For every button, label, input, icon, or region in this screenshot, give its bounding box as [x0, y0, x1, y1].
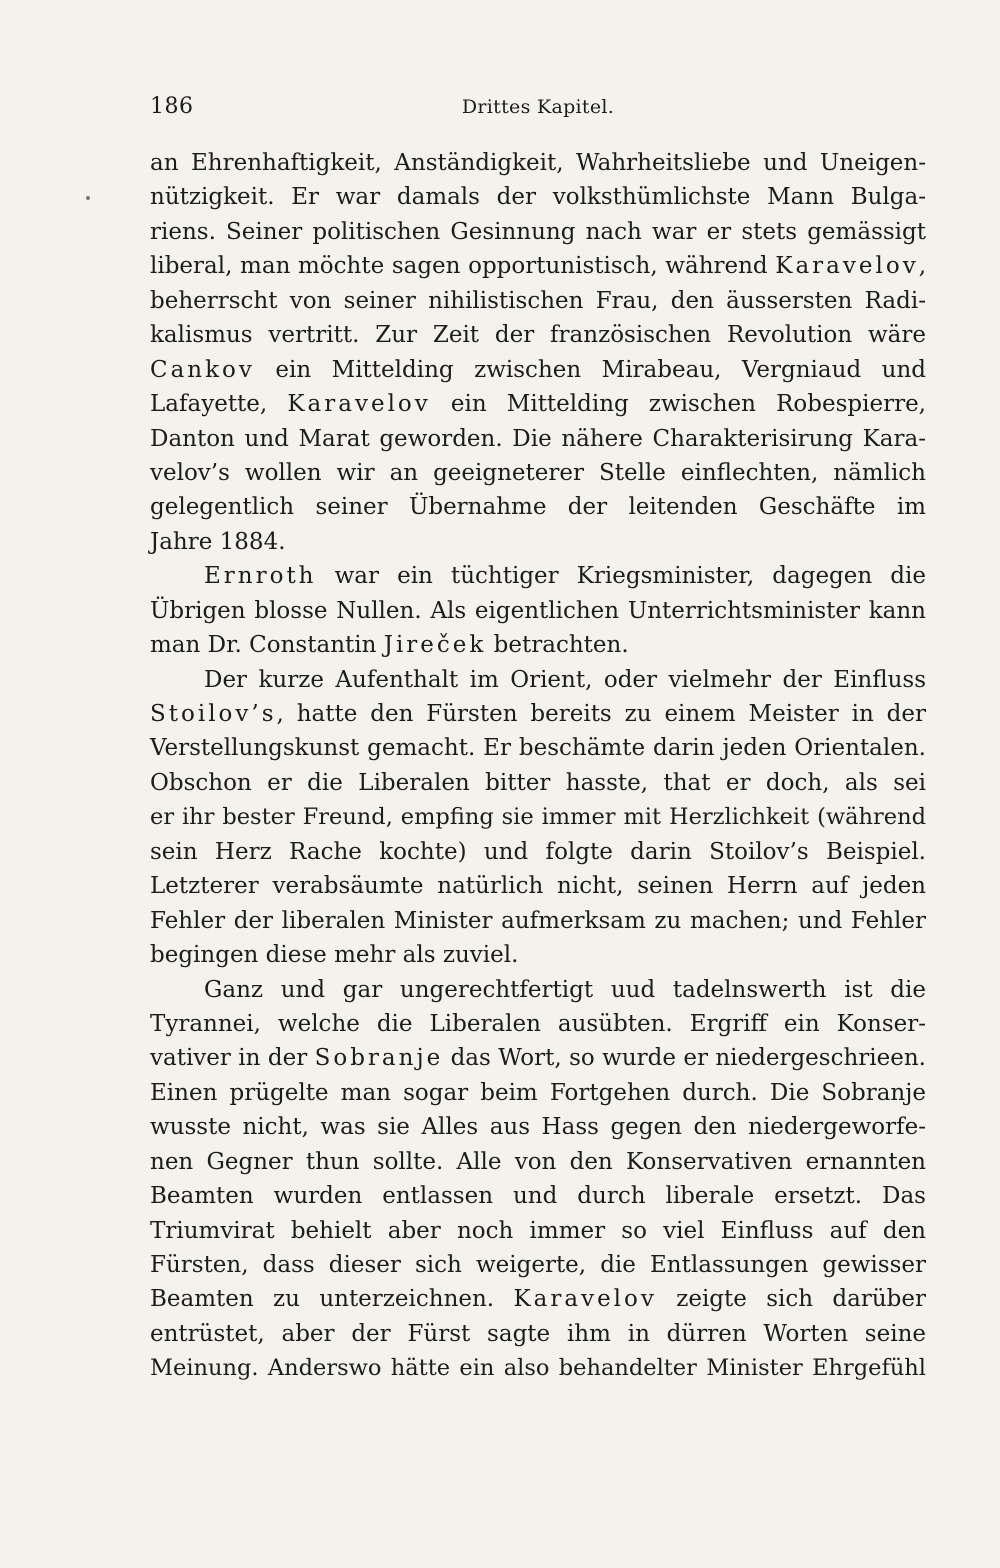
text-run: nützigkeit. Er war damals der volksthümlichste Mann Bulga- [150, 184, 926, 211]
text-run: riens. Seiner politischen Gesinnung nach war er stets gemässigt [150, 218, 926, 245]
text-line [150, 1041, 926, 1075]
text-line [150, 1351, 926, 1385]
text-run: an Ehrenhaftigkeit, Anständigkeit, Wahrheitsliebe und Uneigen- [150, 150, 926, 176]
text-run: Beamten wurden entlassen und durch liberale ersetzt. Das [150, 1183, 926, 1210]
text-line [150, 938, 926, 972]
text-run: , hatte den Fürsten bereits zu einem Meister in der [276, 701, 926, 727]
text-run: gelegentlich seiner Übernahme der leitenden Geschäfte im [150, 494, 926, 521]
text-run: beherrscht von seiner nihilistischen Frau, den äussersten Radi- [150, 287, 926, 314]
text-run: ein Mittelding zwischen Robespierre, [430, 391, 926, 418]
text-line [150, 800, 926, 834]
text-line [150, 1248, 926, 1282]
text-line [150, 594, 926, 628]
text-line [150, 973, 926, 1007]
text-run: Meinung. Anderswo hätte ein also behandelter Minister Ehrgefühl [150, 1355, 926, 1382]
text-run: zeigte sich darüber [656, 1286, 926, 1313]
text-line [150, 318, 926, 352]
text-run: Ganz und gar ungerechtfertigt uud tadelnswerth ist die [204, 976, 926, 1003]
text-run: betrachten. [486, 632, 629, 659]
text-run: Jahre 1884. [150, 528, 286, 555]
text-line [150, 525, 926, 559]
text-run: das Wort, so wurde er niedergeschrieen. [443, 1045, 926, 1072]
text-run: Übrigen blosse Nullen. Als eigentlichen Unterrichtsminister kann [150, 597, 926, 624]
text-line [150, 490, 926, 524]
text-run: Triumvirat behielt aber noch immer so viel Einfluss auf den [150, 1217, 926, 1244]
text-line [150, 1317, 926, 1351]
text-line [150, 284, 926, 318]
text-line [150, 215, 926, 249]
text-run: Letzterer verabsäumte natürlich nicht, seinen Herrn auf jeden [150, 873, 926, 900]
text-run: kalismus vertritt. Zur Zeit der französischen Revolution wäre [150, 322, 926, 349]
text-line [150, 904, 926, 938]
text-line [150, 1076, 926, 1110]
text-run: Obschon er die Liberalen bitter hasste, that er doch, als sei [150, 769, 926, 796]
text-line [150, 422, 926, 456]
text-line [150, 731, 926, 765]
text-line [150, 1145, 926, 1179]
spaced-name: Sobranje [314, 1045, 444, 1072]
text-run: Der kurze Aufenthalt im Orient, oder vielmehr der Einfluss [204, 666, 926, 693]
text-run: begingen diese mehr als zuviel. [150, 942, 519, 969]
spaced-name: Karavelov [775, 253, 919, 280]
text-line [150, 180, 926, 214]
text-run: Fehler der liberalen Minister aufmerksam zu machen; und Fehler [150, 907, 926, 934]
text-run: liberal, man möchte sagen opportunistisch, während [150, 253, 776, 280]
text-line [150, 1282, 926, 1316]
text-line [150, 766, 926, 800]
text-line [150, 559, 926, 593]
spaced-name: Stoilov’s [150, 701, 277, 727]
paper-speck [86, 196, 90, 200]
text-line [150, 628, 926, 662]
text-run: Verstellungskunst gemacht. Er beschämte darin jeden Orientalen. [150, 735, 926, 762]
running-title: Drittes Kapitel. [461, 96, 615, 118]
spaced-name: Cankov [150, 356, 255, 383]
text-run: Einen prügelte man sogar beim Fortgehen durch. Die Sobranje [150, 1079, 926, 1106]
text-run: man Dr. Constantin [150, 632, 384, 659]
text-line [150, 1214, 926, 1248]
text-run: entrüstet, aber der Fürst sagte ihm in dürren Worten seine [150, 1320, 926, 1347]
text-line [150, 1007, 926, 1041]
text-line [150, 146, 926, 180]
text-run: velov’s wollen wir an geeigneterer Stelle einflechten, nämlich [150, 459, 926, 486]
text-run: war ein tüchtiger Kriegsminister, dagegen die [316, 563, 926, 590]
text-run: ein Mittelding zwischen Mirabeau, Vergniaud und [254, 356, 926, 383]
spaced-name: Karavelov [287, 391, 431, 418]
text-run: , [918, 253, 926, 280]
text-line [150, 869, 926, 903]
text-line [150, 249, 926, 283]
spaced-name: Ernroth [204, 563, 317, 590]
text-line [150, 1110, 926, 1144]
text-run: Danton und Marat geworden. Die nähere Charakterisirung Kara- [150, 425, 926, 452]
page-header [150, 94, 926, 128]
text-run: er ihr bester Freund, empfing sie immer mit Herzlichkeit (während [150, 804, 926, 831]
body-text [150, 146, 926, 1386]
text-run: Lafayette, [150, 391, 288, 418]
text-run: sein Herz Rache kochte) und folgte darin Stoilov’s Beispiel. [150, 838, 926, 865]
text-run: vativer in der [150, 1045, 315, 1072]
text-line [150, 353, 926, 387]
text-line [150, 663, 926, 697]
text-line [150, 697, 926, 731]
text-run: Fürsten, dass dieser sich weigerte, die Entlassungen gewisser [150, 1252, 926, 1278]
spaced-name: Jireček [383, 632, 487, 659]
text-line [150, 387, 926, 421]
text-line [150, 1179, 926, 1213]
text-run: wusste nicht, was sie Alles aus Hass gegen den niedergeworfe- [150, 1114, 926, 1141]
text-run: Tyrannei, welche die Liberalen ausübten. Ergriff ein Konser- [150, 1010, 926, 1037]
text-line [150, 456, 926, 490]
text-run: nen Gegner thun sollte. Alle von den Konservativen ernannten [150, 1148, 926, 1175]
text-line [150, 835, 926, 869]
text-run: Beamten zu unterzeichnen. [150, 1286, 514, 1313]
spaced-name: Karavelov [513, 1286, 657, 1313]
page-number: 186 [150, 94, 194, 119]
